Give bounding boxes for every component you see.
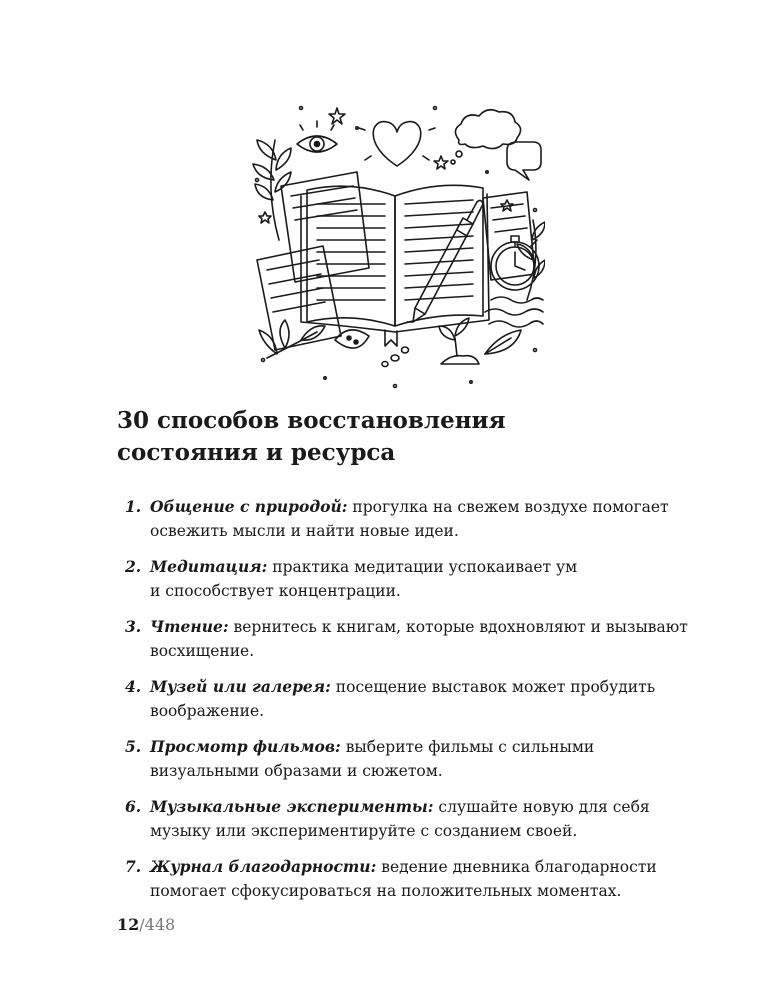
item-number: 2. [125,557,142,576]
list-item [125,555,725,603]
thought-cloud-icon [451,110,521,164]
item-text-continued: воображение. [150,701,265,720]
item-number: 1. [125,497,142,516]
item-number: 5. [125,737,142,756]
item-text-continued: музыку или экспериментируйте с созданием своей. [150,821,578,840]
list-item [125,675,725,723]
item-term: Чтение: [150,617,229,636]
item-text-continued: освежить мысли и найти новые идеи. [150,521,459,540]
item-term: Музей или галерея: [150,677,331,696]
item-term: Общение с природой: [150,497,348,516]
item-text: выберите фильмы с сильными [345,738,595,756]
title-line-2: состояния и ресурса [117,439,396,466]
book-illustration [245,100,545,390]
item-text: прогулка на свежем воздухе помогает [352,498,669,516]
item-text-continued: и способствует концентрации. [150,581,401,600]
heart-icon [359,122,435,166]
section-title [117,405,677,469]
list-item [125,615,725,663]
item-text: слушайте новую для себя [438,798,650,816]
item-text-continued: восхищение. [150,641,255,660]
item-text: практика медитации успокаивает ум [272,558,578,576]
leaf-icon [253,140,291,240]
item-number: 4. [125,677,142,696]
item-text: вернитесь к книгам, которые вдохновляют и вызывают [233,618,688,636]
leaf-icon [259,320,325,358]
page-total: /448 [139,915,176,934]
item-term: Просмотр фильмов: [150,737,341,756]
item-number: 6. [125,797,142,816]
item-text: ведение дневника благодарности [381,858,657,876]
item-number: 7. [125,857,142,876]
list-item [125,855,725,903]
page-number [117,915,175,934]
recovery-methods-list [125,495,725,915]
list-item [125,495,725,543]
title-line-1: 30 способов восстановления [117,407,506,434]
item-term: Музыкальные эксперименты: [150,797,434,816]
item-term: Медитация: [150,557,268,576]
item-text-continued: помогает сфокусироваться на положительных моментах. [150,881,622,900]
item-term: Журнал благодарности: [150,857,377,876]
eye-icon [297,121,337,152]
speech-bubble-icon [507,142,541,180]
page-current: 12 [117,915,140,934]
list-item [125,795,725,843]
item-text: посещение выставок может пробудить [335,678,656,696]
item-text-continued: визуальными образами и сюжетом. [150,761,443,780]
item-number: 3. [125,617,142,636]
leaf-icon [485,330,521,354]
list-item [125,735,725,783]
